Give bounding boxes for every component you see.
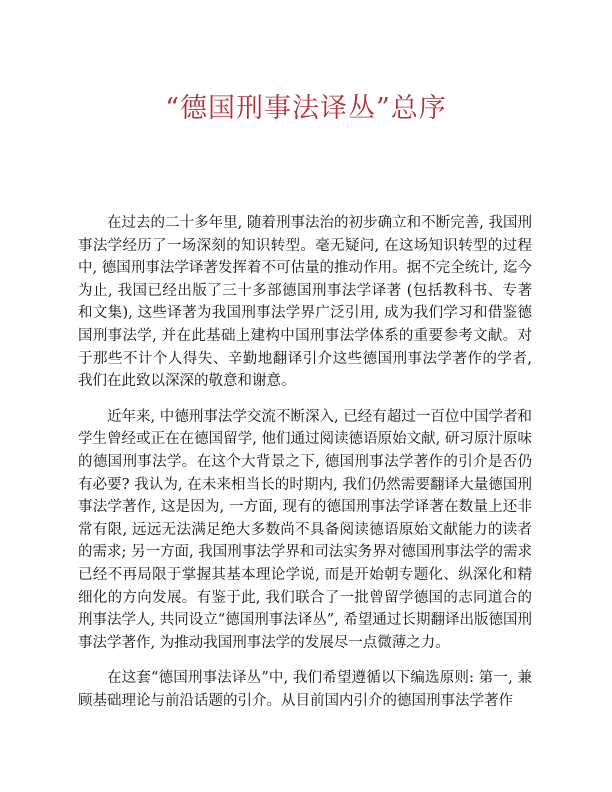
page-title: “德国刑事法译丛”总序 bbox=[165, 93, 447, 124]
paragraph-1: 在过去的二十多年里, 随着刑事法治的初步确立和不断完善, 我国刑事法学经历了一场深刻的知识转型。毫无疑问, 在这场知识转型的过程中, 德国刑事法学译著发挥着不可估量的推动作用。据不完全统计, 迄今为止, 我国已经出版了三十多部德国刑事法学译著 (包括教科书、专著和文集), 这些译著为我国刑事法学界广泛引用, 成为我们学习和借鉴德国刑事法学, 并在此基础上建构中国刑事法学体系的重要参考文献。对于那些不计个人得失、辛勤地翻译引介这些德国刑事法学著作的学者, 我们在此致以深深的敬意和谢意。 bbox=[78, 215, 532, 390]
paragraph-2: 近年来, 中德刑事法学交流不断深入, 已经有超过一百位中国学者和学生曾经或正在在德国留学, 他们通过阅读德语原始文献, 研习原汁原味的德国刑事法学。在这个大背景之下, 德国刑事法学著作的引介是否仍有必要? 我认为, 在未来相当长的时期内, 我们仍然需要翻译大量德国刑事法学著作, 这是因为, 一方面, 现有的德国刑事法学译著在数量上还非常有限, 远远无法满足绝大多数尚不具备阅读德语原始文献能力的读者的需求; 另一方面, 我国刑事法学界和司法实务界对德国刑事法学的需求已经不再局限于掌握其基本理论学说, 而是开始朝专题化、纵深化和精细化的方向发展。有鉴于此, 我们联合了一批曾留学德国的志同道合的刑事法学人, 共同设立“德国刑事法译丛”, 希望通过长期翻译出版德国刑事法学著作, 为推动我国刑事法学的发展尽一点微薄之力。 bbox=[78, 408, 532, 651]
paragraph-3: 在这套“德国刑事法译丛”中, 我们希望遵循以下编选原则: 第一, 兼顾基础理论与前沿话题的引介。从目前国内引介的德国刑事法学著作 bbox=[78, 670, 532, 709]
body-text bbox=[78, 212, 532, 725]
